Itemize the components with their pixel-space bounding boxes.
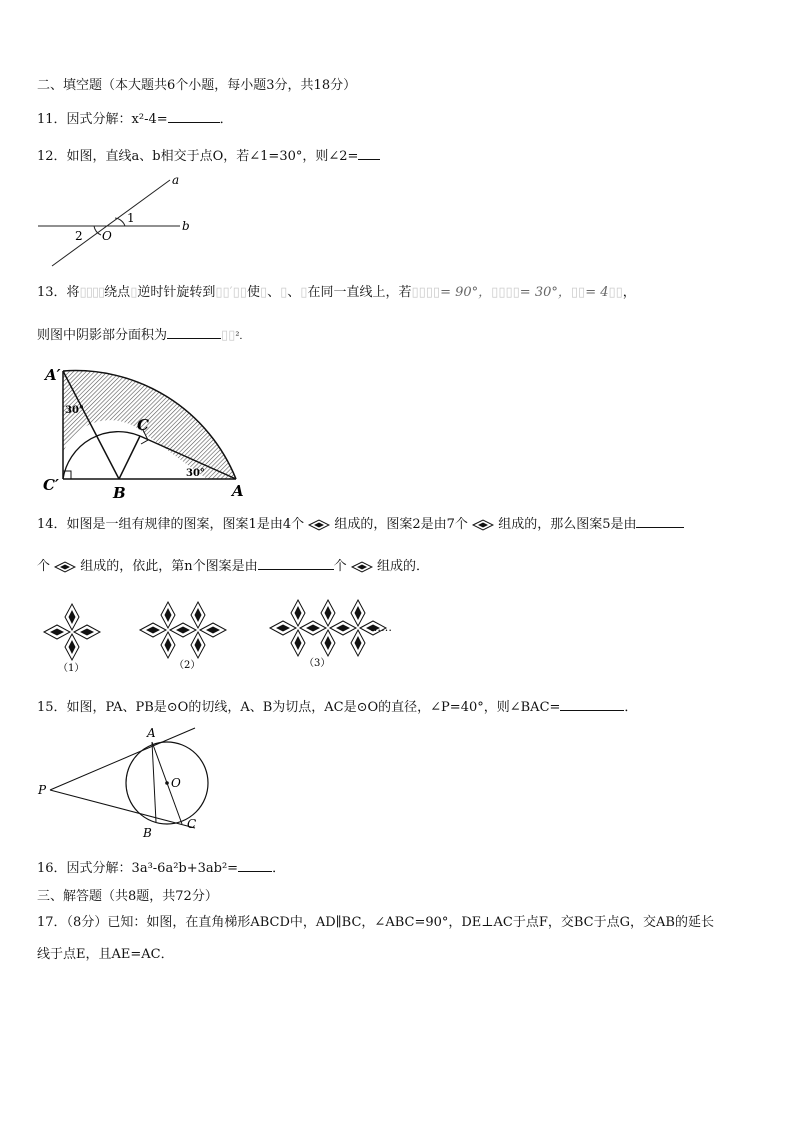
q13-missing-glyphs: ▯▯▯▯ [79,285,105,300]
q11-text: 11．因式分解：x²-4= [37,112,168,127]
label-b: B [143,826,152,840]
pattern-2 [140,602,226,658]
q13-text-g: 在同一直线上，若 [307,285,412,300]
q14-text-line2-a: 个 [37,559,51,574]
question-11 [37,110,233,128]
q13-missing-glyphs: ▯ [259,285,268,300]
line-a [52,180,170,266]
pattern-label-1: （1） [58,663,85,674]
label-c: C [137,416,149,434]
q14-answer-blank-2 [258,557,334,570]
question-16 [37,859,285,877]
q13-missing-glyphs: ▯▯▯▯ [491,285,520,300]
q11-answer-blank [168,110,220,123]
q13-missing-glyphs: ▯ [300,285,308,300]
rhombus-icon [351,561,373,573]
q13-eq3: = 4 [585,285,609,300]
q12-figure-intersecting-lines [30,168,210,268]
question-14-line1 [37,515,684,533]
pattern-label-2: （2） [174,660,201,671]
angle-label-30-bottom: 30° [186,468,205,479]
question-13-line2 [37,326,249,345]
q13-text-line2: 则图中阴影部分面积为 [37,328,168,343]
q14-text-a: 14．如图是一组有规律的图案，图案1是由4个 [37,517,305,532]
rhombus-icon [472,519,494,531]
q13-missing-glyphs: ▯▯′▯▯ [215,285,247,300]
pattern-label-3: （3） [304,658,331,669]
label-1: 1 [127,211,135,225]
chord-ab [152,742,156,822]
q12-answer-blank [358,147,380,160]
q13-figure-rotation [40,358,250,503]
q13-missing-glyphs: ▯▯ [570,285,586,300]
question-14-line2 [37,557,429,575]
q13-eq2: = 30°， [519,285,571,300]
q13-text-e: 、 [267,285,281,300]
q16-text: 16．因式分解：3a³-6a²b+3ab²= [37,861,239,876]
rhombus-icon [308,519,330,531]
q13-unit: ²． [235,331,250,342]
question-17-line1: 17．（8分）已知：如图，在直角梯形ABCD中，AD∥BC，∠ABC=90°，DE⊥AC于点F，交BC于点G，交AB的延长 [37,915,714,930]
pattern-ellipsis: …… [370,621,392,634]
label-b: B [113,484,126,502]
label-o: O [171,776,181,790]
q13-end: ， [622,285,636,300]
pattern-3 [270,600,386,656]
q14-text-line2-d: 组成的． [376,559,429,574]
q13-missing-glyphs: ▯ [130,285,138,300]
q15-end: ． [624,700,638,715]
question-17-line2: 线于点E，且AE=AC． [37,947,174,962]
q14-text-line2-c: 个 [333,559,347,574]
pattern-1 [44,604,100,660]
q13-text-a: 13．将 [37,285,80,300]
angle-label-30-top: 30° [65,405,84,416]
small-arc [63,432,140,479]
q11-end: ． [219,112,233,127]
label-a: a [172,173,180,187]
q13-text-b: 绕点 [104,285,131,300]
q14-pattern-figure [40,595,420,680]
q13-eq1: = 90°， [440,285,492,300]
label-c: C [187,817,197,831]
label-a-prime: A′ [45,366,61,384]
q15-text: 15．如图，PA、PB是⊙O的切线，A、B为切点，AC是⊙O的直径，∠P=40°，则∠BAC= [37,700,561,715]
q15-figure-tangents [30,720,220,845]
question-12 [37,147,380,165]
label-p: P [38,783,47,797]
q14-text-line2-b: 组成的，依此，第n个图案是由 [80,559,258,574]
q14-text-c: 组成的，那么图案5是由 [498,517,637,532]
section-title-fill-in: 二、填空题（本大题共6个小题，每小题3分，共18分） [37,78,357,93]
q13-missing-glyphs: ▯ [280,285,288,300]
rhombus-icon [54,561,76,573]
label-2: 2 [75,229,83,243]
q13-missing-glyphs: ▯▯▯▯ [411,285,441,300]
q14-text-b: 组成的，图案2是由7个 [334,517,468,532]
q13-missing-glyphs: ▯▯ [221,328,236,343]
q13-missing-glyphs: ▯▯ [608,285,623,300]
label-b: b [182,219,190,233]
label-o: O [102,229,112,243]
label-a: A [232,482,244,500]
q13-text-d: 使 [246,285,260,300]
q13-text-c: 逆时针旋转到 [137,285,216,300]
question-15 [37,698,637,716]
question-13-line1 [37,285,636,301]
label-c-prime: C′ [43,476,59,494]
q16-answer-blank [238,859,272,872]
center-o [165,781,169,785]
segment-b-c [119,436,140,479]
q15-answer-blank [560,698,624,711]
q14-answer-blank-1 [636,515,684,528]
section-title-solutions: 三、解答题（共8题，共72分） [37,889,218,904]
q16-end: ． [272,861,286,876]
q12-text: 12．如图，直线a、b相交于点O，若∠1=30°，则∠2= [37,149,359,164]
q13-text-f: 、 [287,285,301,300]
q13-answer-blank [167,326,221,339]
tangent-pb [50,790,195,828]
label-a: A [147,726,156,740]
